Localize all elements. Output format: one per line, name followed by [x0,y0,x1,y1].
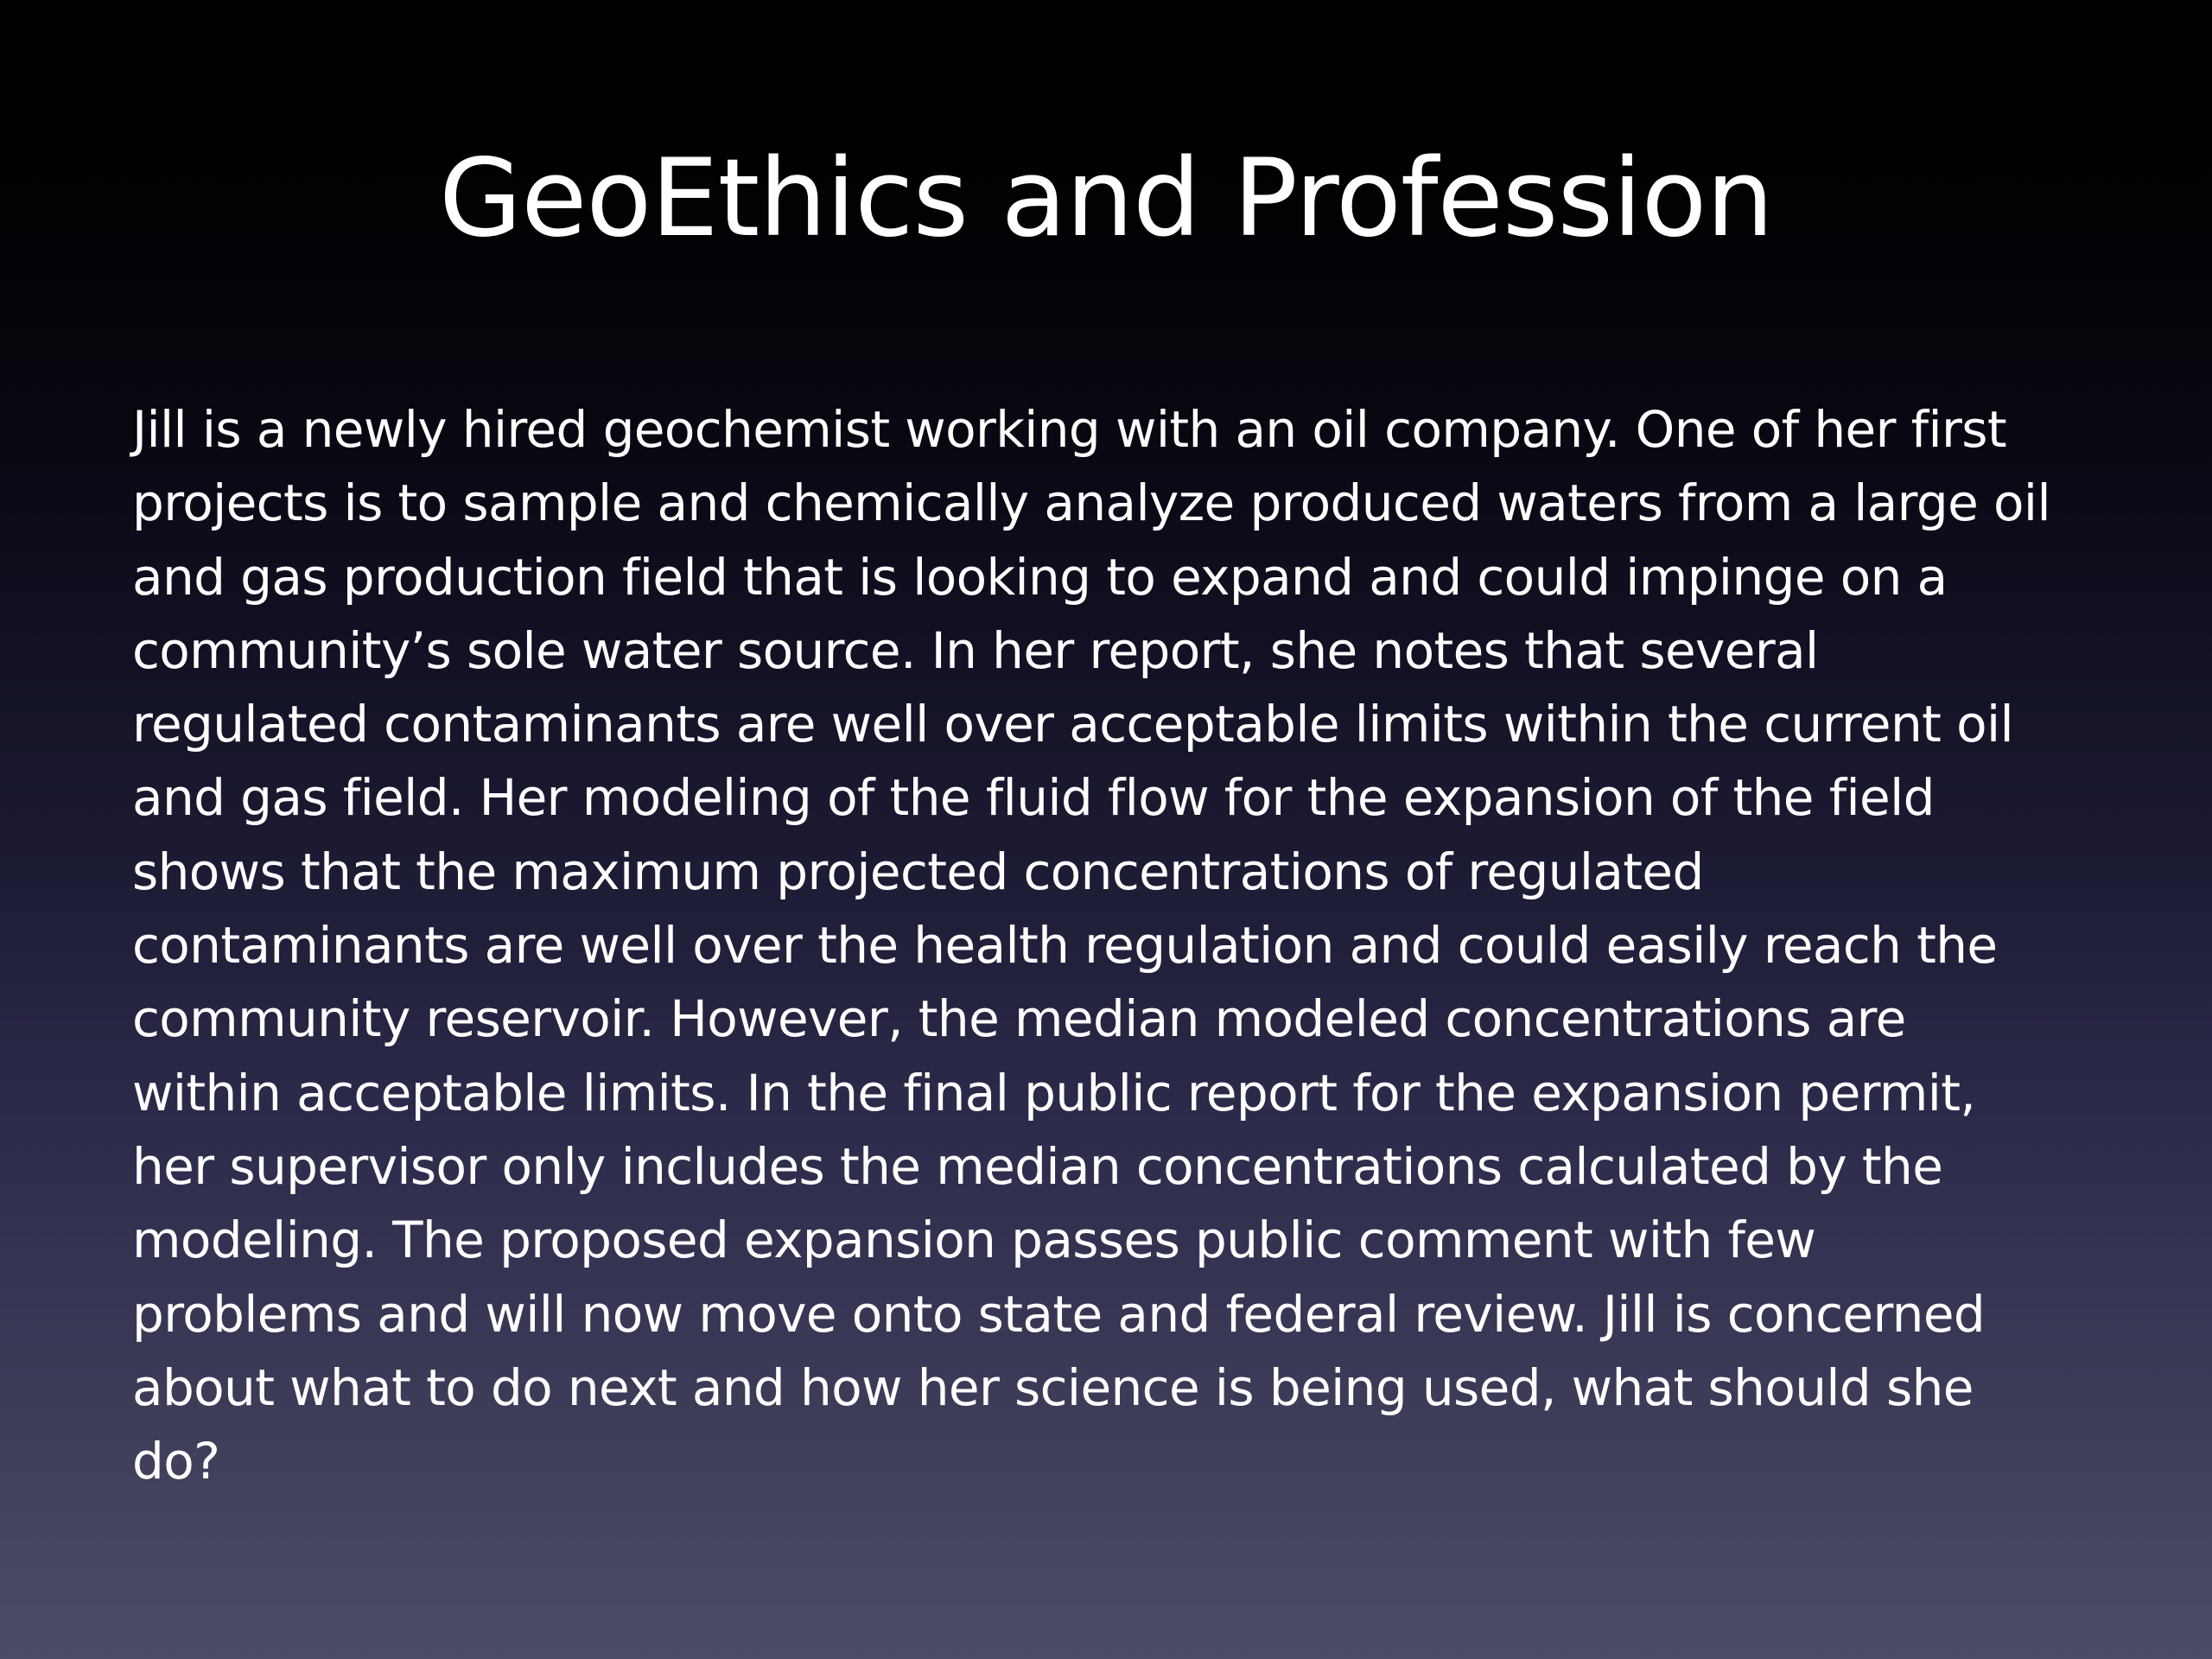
body-line: and gas field. Her modeling of the fluid flow for the expansion of the field [132,768,1935,828]
body-line: community’s sole water source. In her report, she notes that several [132,620,1819,680]
body-line: and gas production field that is looking to expand and could impinge on a [132,547,1948,607]
body-line: projects is to sample and chemically analyze produced waters from a large oil [132,474,2050,533]
body-line: about what to do next and how her science is being used, what should she [132,1357,1974,1417]
body-line: Jill is a newly hired geochemist working with an oil company. One of her first [132,400,2007,459]
body-line: do? [132,1432,220,1491]
body-line: shows that the maximum projected concentrations of regulated [132,842,1704,901]
body-line: within acceptable limits. In the final public report for the expansion permit, [132,1063,1976,1122]
body-line: problems and will now move onto state and federal review. Jill is concerned [132,1284,1986,1344]
body-line: contaminants are well over the health regulation and could easily reach the [132,916,1998,976]
body-line: community reservoir. However, the median modeled concentrations are [132,989,1906,1049]
slide-body [132,393,2120,1498]
body-line: regulated contaminants are well over acceptable limits within the current oil [132,695,2014,754]
body-line: modeling. The proposed expansion passes public comment with few [132,1211,1816,1270]
slide-title: GeoEthics and Profession [439,137,1773,261]
body-line: her supervisor only includes the median concentrations calculated by the [132,1136,1943,1196]
